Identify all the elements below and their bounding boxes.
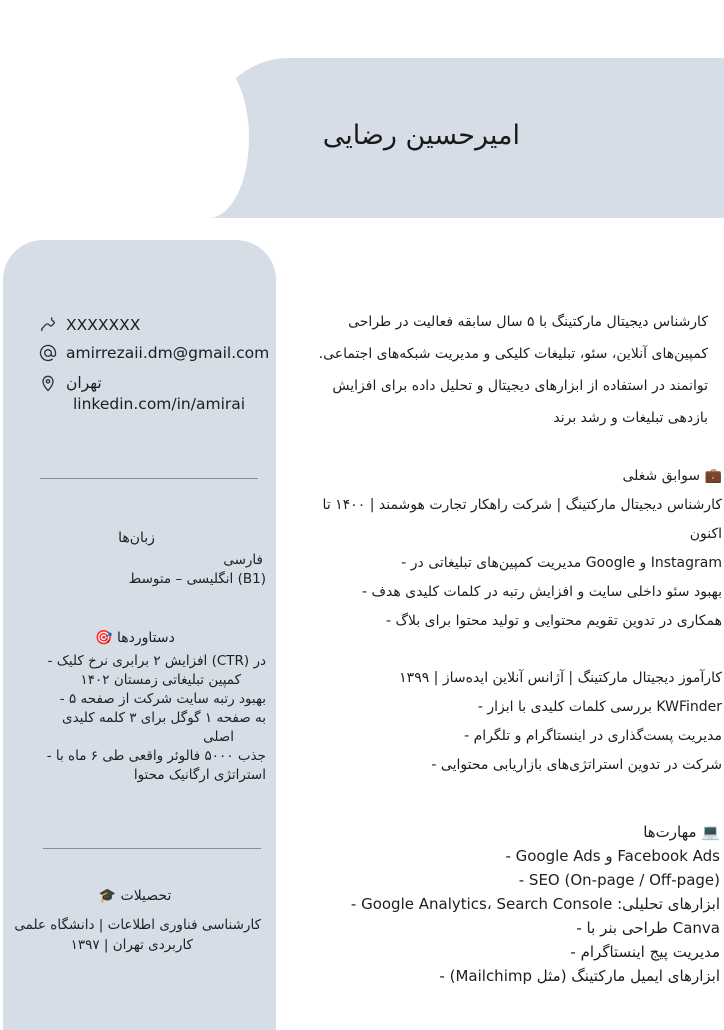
city-text: تهران — [66, 374, 102, 392]
achievement-line: اصلی — [203, 729, 234, 745]
achievement-line: بهبود رتبه سایت شرکت از صفحه ۵ - — [59, 691, 266, 707]
skills-section — [282, 820, 720, 988]
job-line: Instagram و Google مدیریت کمپین‌های تبلیغاتی در - — [401, 555, 722, 571]
sidebar-divider-2 — [43, 848, 261, 849]
contact-email[interactable] — [38, 343, 269, 363]
contact-phone — [38, 315, 140, 335]
skill-line: ابزارهای تحلیلی: Google Analytics، Search Console - — [350, 895, 720, 913]
sidebar-divider-1 — [40, 478, 258, 479]
job-line: کارشناس دیجیتال مارکتینگ | شرکت راهکار تجارت هوشمند | ۱۴۰۰ تا — [322, 497, 722, 513]
contact-location — [38, 373, 102, 393]
at-sign-icon — [38, 343, 58, 363]
skill-line: ابزارهای ایمیل مارکتینگ (مثل Mailchimp) - — [439, 967, 720, 985]
summary — [282, 306, 708, 434]
phone-icon — [38, 315, 58, 335]
skill-line: Canva طراحی بنر با - — [576, 919, 720, 937]
phone-text: XXXXXXX — [66, 316, 141, 334]
summary-line: کارشناس دیجیتال مارکتینگ با ۵ سال سابقه فعالیت در طراحی — [348, 314, 708, 330]
education-line: کاربردی تهران | ۱۳۹۷ — [70, 937, 193, 953]
achievement-line: در (CTR) افزایش ۲ برابری نرخ کلیک - — [47, 653, 266, 669]
language-item-farsi: فارسی — [223, 552, 263, 568]
achievement-line: جذب ۵۰۰۰ فالوئر واقعی طی ۶ ماه با - — [46, 748, 266, 764]
languages-title: زبان‌ها — [118, 530, 155, 546]
job-line: بهبود سئو داخلی سایت و افزایش رتبه در کلمات کلیدی هدف - — [362, 584, 722, 600]
skill-line: SEO (On-page / Off-page) - — [518, 871, 720, 889]
candidate-name: امیرحسین رضایی — [322, 120, 520, 151]
education-title: تحصیلات 🎓 — [98, 888, 172, 904]
experience-section — [282, 462, 722, 636]
summary-line: توانمند در استفاده از ابزارهای دیجیتال و تحلیل داده برای افزایش — [332, 378, 708, 394]
achievement-line: به صفحه ۱ گوگل برای ۳ کلمه کلیدی — [62, 710, 266, 726]
job-line: کارآموز دیجیتال مارکتینگ | آژانس آنلاین ایده‌ساز | ۱۳۹۹ — [399, 670, 722, 686]
email-text: amirrezaii.dm@gmail.com — [66, 344, 270, 362]
job-line: مدیریت پست‌گذاری در اینستاگرام و تلگرام - — [464, 728, 722, 744]
job-line: اکنون — [689, 526, 722, 542]
achievements-title: دستاوردها 🎯 — [95, 630, 175, 646]
skills-title: 💻 مهارت‌ها — [643, 823, 720, 841]
summary-line: کمپین‌های آنلاین، سئو، تبلیغات کلیکی و مدیریت شبکه‌های اجتماعی. — [318, 346, 708, 362]
summary-line: بازدهی تبلیغات و رشد برند — [553, 410, 708, 426]
location-pin-icon — [38, 373, 58, 393]
skill-line: Facebook Ads و Google Ads - — [505, 847, 720, 865]
job-line: شرکت در تدوین استراتژی‌های بازاریابی محتوایی - — [431, 757, 722, 773]
language-item-english: (B1) انگلیسی – متوسط — [128, 571, 266, 587]
experience-job2 — [282, 664, 722, 780]
achievement-line: استراتژی ارگانیک محتوا — [133, 767, 266, 783]
skill-line: مدیریت پیج اینستاگرام - — [570, 943, 720, 961]
education-line: کارشناسی فناوری اطلاعات | دانشگاه علمی — [14, 917, 261, 933]
experience-title: 💼 سوابق شغلی — [622, 468, 722, 484]
job-line: KWFinder بررسی کلمات کلیدی با ابزار - — [477, 699, 722, 715]
achievement-line: کمپین تبلیغاتی زمستان ۱۴۰۲ — [80, 672, 241, 688]
linkedin-link[interactable]: linkedin.com/in/amirai — [73, 395, 246, 413]
job-line: همکاری در تدوین تقویم محتوایی و تولید محتوا برای بلاگ - — [385, 613, 722, 629]
